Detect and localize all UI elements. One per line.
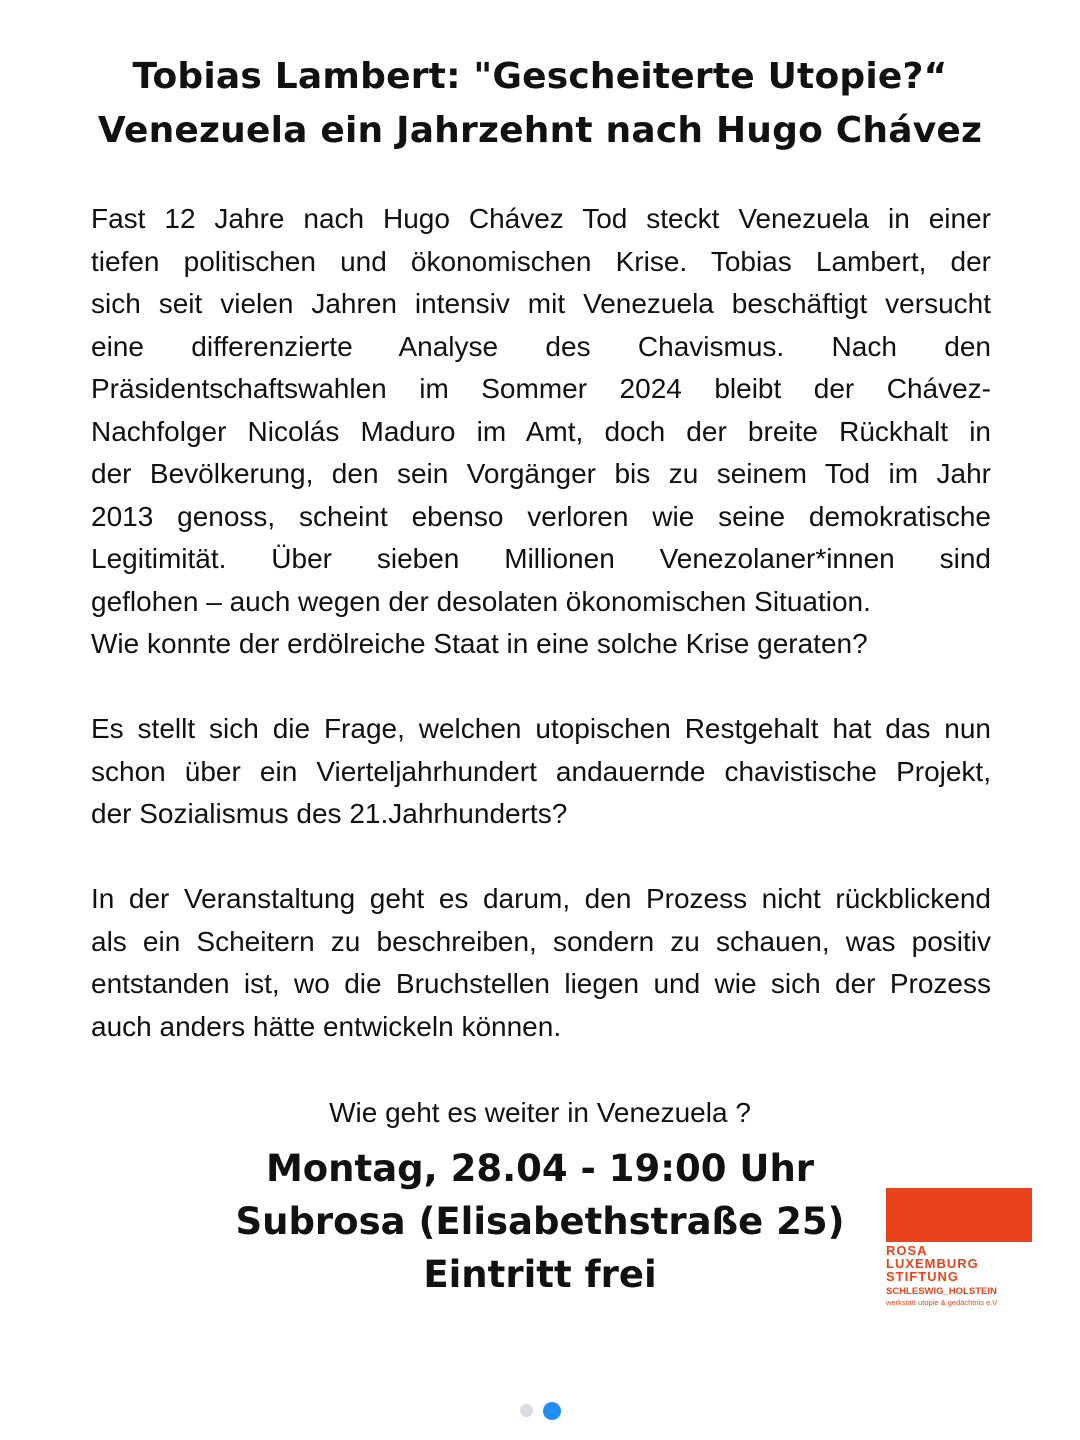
text-line: schon über ein Vierteljahrhundert andauernde chavistische Projekt, (91, 755, 991, 787)
paragraph-event-description (91, 878, 991, 1048)
title-line-2: Venezuela ein Jahrzehnt nach Hugo Chávez (97, 110, 983, 151)
text-line: 2013 genoss, scheint ebenso verloren wie seine demokratische (91, 500, 991, 532)
logo-line-region: SCHLESWIG_HOLSTEIN (886, 1286, 997, 1297)
text-line: tiefen politischen und ökonomischen Krise. Tobias Lambert, der (91, 245, 991, 277)
text-line: als ein Scheitern zu beschreiben, sondern zu schauen, was positiv (91, 925, 991, 957)
logo-line-luxemburg: LUXEMBURG (886, 1256, 979, 1271)
text-line: Fast 12 Jahre nach Hugo Chávez Tod steckt Venezuela in einer (91, 203, 991, 234)
text-line: der Sozialismus des 21.Jahrhunderts? (91, 798, 568, 829)
text-line: Wie konnte der erdölreiche Staat in eine solche Krise geraten? (91, 628, 868, 659)
text-line: eine differenzierte Analyse des Chavismus. Nach den (91, 330, 991, 362)
logo-line-rosa: ROSA (886, 1243, 928, 1258)
event-venue: Subrosa (Elisabethstraße 25) (235, 1200, 845, 1243)
text-line: In der Veranstaltung geht es darum, den Prozess nicht rückblickend (91, 883, 991, 914)
logo-line-stiftung: STIFTUNG (886, 1269, 959, 1284)
title-line-1: Tobias Lambert: "Gescheiterte Utopie?“ (132, 56, 948, 97)
logo-red-block (886, 1188, 1032, 1242)
page-dot-2-active[interactable] (543, 1402, 561, 1420)
text-line: Präsidentschaftswahlen im Sommer 2024 bleibt der Chávez- (91, 373, 991, 404)
rosa-luxemburg-stiftung-logo (886, 1188, 1032, 1307)
logo-line-tagline: werkstatt utopie & gedächtnis e.V (886, 1298, 998, 1307)
text-line: geflohen – auch wegen der desolaten ökonomischen Situation. (91, 585, 871, 617)
event-datetime: Montag, 28.04 - 19:00 Uhr (265, 1147, 815, 1190)
paragraph-intro (91, 198, 991, 666)
logo-text (886, 1244, 1032, 1307)
text-line: Legitimität. Über sieben Millionen Venezolaner*innen sind (91, 543, 991, 574)
text-line: Nachfolger Nicolás Maduro im Amt, doch der breite Rückhalt in (91, 415, 991, 447)
text-line: sich seit vielen Jahren intensiv mit Venezuela beschäftigt versucht (91, 288, 991, 319)
paragraph-question (91, 708, 991, 836)
event-admission: Eintritt frei (423, 1253, 657, 1296)
page-indicator (0, 1404, 1080, 1420)
text-line: der Bevölkerung, den sein Vorgänger bis zu seinem Tod im Jahr (91, 458, 991, 489)
text-line: entstanden ist, wo die Bruchstellen liegen und wie sich der Prozess (91, 968, 991, 999)
event-details (140, 1142, 940, 1301)
page-dot-1[interactable] (520, 1404, 533, 1417)
text-line: Es stellt sich die Frage, welchen utopischen Restgehalt hat das nun (91, 713, 991, 744)
text-line: auch anders hätte entwickeln können. (91, 1010, 562, 1042)
subheading-question: Wie geht es weiter in Venezuela ? (329, 1097, 751, 1128)
page-title (40, 50, 1040, 158)
